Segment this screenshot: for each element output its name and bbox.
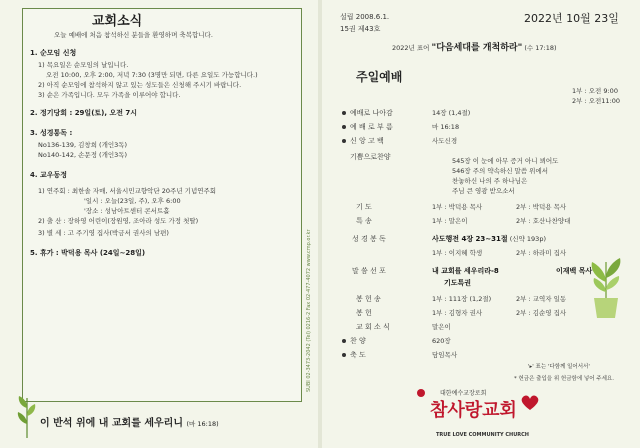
denomination-label: 대한예수교장로회 bbox=[440, 390, 487, 397]
row-value-2: 2부 : 박덕용 목사 bbox=[516, 203, 567, 211]
row-value: 담임목사 bbox=[432, 351, 458, 359]
section-4-line: 2) 출 산 : 장하영 어린이(장원영, 조아라 성도 가정 첫딸) bbox=[38, 217, 199, 225]
plant-icon bbox=[584, 252, 628, 322]
section-3-line: No136-139, 김창희 (개인3독) bbox=[38, 141, 128, 149]
row-value: 14장 (1,4절) bbox=[432, 109, 471, 117]
row-label: 기 도 bbox=[356, 203, 372, 211]
hymn-line: 찬놓하신 나의 주 하나님은 bbox=[452, 177, 528, 185]
row-value-2: 2부 : 김순영 집사 bbox=[516, 309, 567, 317]
row-label: 신 앙 고 백 bbox=[342, 136, 384, 146]
row-value: 1부 : 박덕용 목사 bbox=[432, 203, 483, 211]
section-4-line: 3) 별 세 : 고 주기영 집사(박금서 권사의 남편) bbox=[38, 229, 169, 237]
row-value: 620장 bbox=[432, 337, 451, 345]
row-label: 봉 헌 bbox=[356, 309, 372, 317]
news-intro: 오늘 예배에 처음 참석하신 분들을 환영하며 축복합니다. bbox=[54, 31, 213, 39]
row-label: 예 배 로 부 름 bbox=[342, 122, 393, 132]
row-value-2: 2부 : 호산나찬양대 bbox=[516, 217, 571, 225]
section-1-line: 2) 아직 순모임에 참석하지 않고 있는 성도들은 신청해 주시기 바랍니다. bbox=[38, 81, 242, 89]
service-time-2: 2부 : 오전11:00 bbox=[572, 97, 621, 105]
footnote-stand: '▸' 표는 '다함께 일어서서' bbox=[528, 364, 590, 370]
heart-icon bbox=[520, 394, 540, 412]
section-4-line: '일시 : 오늘(23일, 주), 오후 6:00 bbox=[84, 197, 181, 205]
row-value-2: 이재백 목사 bbox=[556, 267, 593, 275]
row-value: 마 16:18 bbox=[432, 123, 460, 131]
row-value: 내 교회를 세우리라-8 bbox=[432, 267, 499, 275]
row-value: 1부 : 말은이 bbox=[432, 217, 468, 225]
year-theme bbox=[392, 40, 557, 53]
volume-number: 15권 제43호 bbox=[340, 25, 381, 33]
bottom-verse bbox=[40, 414, 219, 429]
section-3-line: No140-142, 손문정 (개인3독) bbox=[38, 151, 128, 159]
section-1-line: 1) 목요일은 순모임의 날입니다. bbox=[38, 61, 129, 69]
section-1-line: 3) 순은 가족입니다. 모두 가족을 이루어야 합니다. bbox=[38, 91, 181, 99]
row-value: 1부 : 111장 (1,2절) bbox=[432, 295, 492, 303]
bottom-verse-text: 이 반석 위에 내 교회를 세우리니 bbox=[40, 418, 183, 429]
row-value-2: 2부 : 교역자 일동 bbox=[516, 295, 567, 303]
row-label: 말 씀 선 포 bbox=[352, 267, 386, 275]
leaf-icon bbox=[14, 394, 40, 438]
row-value: 사도신경 bbox=[432, 137, 458, 145]
service-title: 주일예배 bbox=[356, 70, 403, 84]
church-logo: 참사랑교회 bbox=[430, 400, 517, 421]
founded-date: 설립 2008.6.1. bbox=[340, 13, 390, 21]
row-value: 1부 : 이지혜 학생 bbox=[432, 249, 483, 257]
bulletin-date: 2022년 10월 23일 bbox=[524, 12, 619, 25]
row-label: 기쁨으로찬양 bbox=[350, 153, 391, 161]
theme-text: "다음세대를 개척하라" bbox=[431, 43, 523, 53]
section-4-line: 1) 연주회 : 최한솔 자매, 서울시민교향악단 20주년 기념연주회 bbox=[38, 187, 217, 195]
left-page bbox=[0, 0, 318, 448]
footnote-offering: * 헌금은 출입을 위 헌금함에 넣어 주세요. bbox=[514, 376, 614, 382]
section-4-line: '장소 : 성남아트센터 콘서트홀 bbox=[84, 207, 170, 215]
section-1-line: 오전 10:00, 오후 2:00, 저녁 7:30 (3명만 되면, 다른 요일도 가능합니다.) bbox=[46, 71, 258, 79]
row-value-2: 2부 : 하라미 집사 bbox=[516, 249, 567, 257]
church-emblem-icon bbox=[416, 388, 426, 398]
row-value: 말은이 bbox=[432, 323, 451, 331]
theme-ref: (수 17:18) bbox=[524, 44, 557, 52]
contact-side-text: SUBI 02-3473-2042 (Tel) 0216-2 Fax 02-477-4072 www.cmp.or.kr bbox=[306, 229, 312, 392]
section-4-head: 4. 교우동정 bbox=[30, 171, 68, 179]
news-title: 교회소식 bbox=[92, 14, 143, 29]
section-3-head: 3. 성경통독 : bbox=[30, 129, 73, 137]
row-label: 축 도 bbox=[342, 350, 366, 360]
bottom-verse-ref: (마 16:18) bbox=[186, 420, 219, 428]
hymn-line: 주님 큰 영광 받으소서 bbox=[452, 187, 515, 195]
row-label: 교 회 소 식 bbox=[356, 323, 390, 331]
row-value: 1부 : 김형자 권사 bbox=[432, 309, 483, 317]
church-english-name: TRUE LOVE COMMUNITY CHURCH bbox=[436, 432, 529, 438]
service-time-1: 1부 : 오전 9:00 bbox=[572, 87, 618, 95]
row-label: 성 경 봉 독 bbox=[352, 235, 386, 243]
section-5-head: 5. 휴가 : 박덕용 목사 (24일~28일) bbox=[30, 249, 146, 257]
section-1-head: 1. 순모임 신청 bbox=[30, 49, 77, 57]
theme-prefix: 2022년 표어 bbox=[392, 44, 430, 52]
section-2-head: 2. 정기당회 : 29일(토), 오전 7시 bbox=[30, 109, 138, 117]
hymn-line: 545장 이 눈에 아무 증거 아니 뵈어도 bbox=[452, 157, 559, 165]
row-sub: 기도특권 bbox=[444, 279, 472, 287]
row-label: 찬 양 bbox=[342, 336, 366, 346]
row-value: 사도행전 4장 23~31절 (신약 193p) bbox=[432, 235, 546, 243]
hymn-line: 546장 주의 약속하신 말씀 위에서 bbox=[452, 167, 549, 175]
row-label: 특 송 bbox=[356, 217, 372, 225]
row-label: 예배로 나아감 bbox=[342, 108, 393, 118]
row-label: 봉 헌 송 bbox=[356, 295, 381, 303]
